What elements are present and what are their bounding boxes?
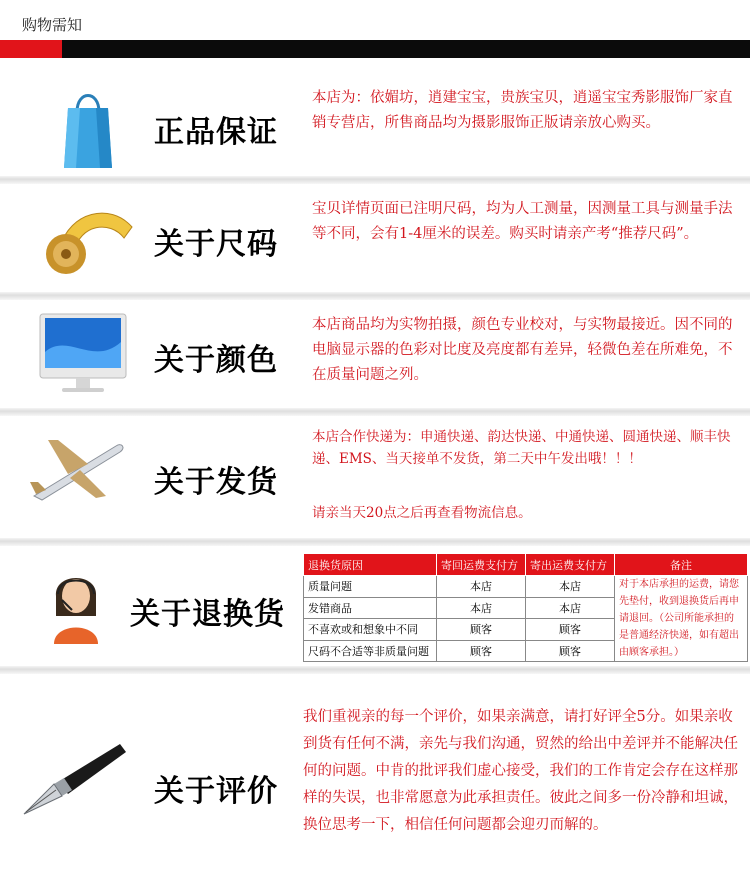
table-cell: 本店: [437, 576, 526, 598]
page-header: [0, 0, 750, 58]
table-header-row: [304, 554, 748, 576]
airplane-icon: [28, 434, 126, 506]
section-divider: [0, 666, 750, 674]
table-cell: 本店: [437, 597, 526, 619]
section-title: 关于退换货: [130, 597, 285, 632]
section-divider: [0, 176, 750, 184]
section-text: 本店商品均为实物拍摄，颜色专业校对，与实物最接近。因不同的电脑显示器的色彩对比度及亮度都有差异，轻微色差在所难免，不在质量问题之列。: [312, 317, 733, 383]
table-cell: 顾客: [526, 619, 615, 641]
table-header: 寄回运费支付方: [437, 554, 526, 576]
table-row: [304, 576, 748, 598]
section-text: 宝贝详情页面已注明尺码，均为人工测量，因测量工具与测量手法等不同，会有1-4厘米的误差。购买时请亲产考“推荐尺码”。: [312, 201, 733, 242]
table-cell: 顾客: [437, 640, 526, 662]
header-accent-bar: [0, 40, 62, 58]
monitor-icon: [38, 312, 128, 394]
table-header: 退换货原因: [304, 554, 437, 576]
table-note: 对于本店承担的运费，请您先垫付，收到退换货后再申请退回。（公司所能承担的是普通经济快递，如有超出由顾客承担。）: [615, 576, 748, 662]
table-header: 寄出运费支付方: [526, 554, 615, 576]
section-title: 关于颜色: [154, 343, 278, 378]
header-bar: [62, 40, 750, 58]
section-size: [0, 184, 750, 292]
section-divider: [0, 538, 750, 546]
section-divider: [0, 292, 750, 300]
tape-measure-icon: [40, 192, 140, 282]
page-title: 购物需知: [22, 16, 83, 34]
section-text: 我们重视亲的每一个评价，如果亲满意，请打好评全5分。如果亲收到货有任何不满，亲先与我们沟通，贸然的给出中差评并不能解决任何的问题。中肯的批评我们虚心接受，我们的工作肯定会存在这样那样的失误，也非常愿意为此承担责任。彼此之间多一份冷静和坦诚，换位思考一下，相信任何问题都会迎刃而解的。: [303, 709, 738, 833]
shopping-bag-icon: [62, 84, 114, 170]
table-header: 备注: [615, 554, 748, 576]
section-title: 关于尺码: [154, 227, 278, 262]
section-shipping: [0, 416, 750, 538]
table-cell: 发错商品: [304, 597, 437, 619]
section-text-secondary: 请亲当天20点之后再查看物流信息。: [312, 505, 532, 521]
returns-table: [303, 553, 748, 662]
section-color: [0, 300, 750, 408]
table-cell: 本店: [526, 597, 615, 619]
section-review: [0, 674, 750, 879]
section-text: 本店合作快递为：申通快递、韵达快递、中通快递、圆通快递、顺丰快递、EMS、当天接单不发货，第二天中午发出哦！！！: [312, 429, 731, 467]
table-cell: 顾客: [437, 619, 526, 641]
table-cell: 顾客: [526, 640, 615, 662]
section-divider: [0, 408, 750, 416]
section-title: 关于评价: [154, 774, 278, 809]
section-title: 正品保证: [154, 115, 278, 150]
section-title: 关于发货: [154, 465, 278, 500]
fountain-pen-icon: [20, 738, 128, 818]
table-cell: 本店: [526, 576, 615, 598]
table-cell: 质量问题: [304, 576, 437, 598]
table-cell: 尺码不合适等非质量问题: [304, 640, 437, 662]
table-cell: 不喜欢或和想象中不同: [304, 619, 437, 641]
section-text: 本店为：依媚坊，逍建宝宝，贵族宝贝，逍遥宝宝秀影服饰厂家直销专营店，所售商品均为摄影服饰正版请亲放心购买。: [312, 90, 733, 131]
customer-service-icon: [46, 560, 106, 644]
section-genuine: [0, 58, 750, 176]
